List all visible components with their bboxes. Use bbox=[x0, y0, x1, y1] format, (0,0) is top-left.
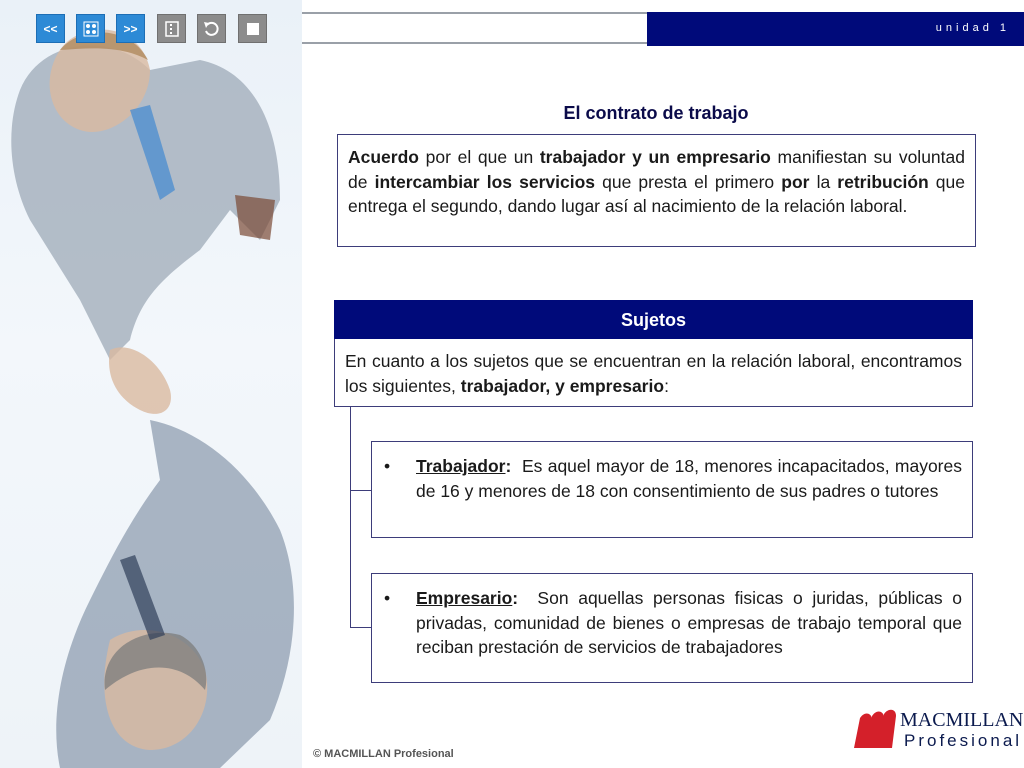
item-term: Trabajador bbox=[416, 456, 506, 476]
index-button[interactable] bbox=[76, 14, 105, 43]
definition-text: que entrega el segundo, dando lugar así al nacimiento de la relación laboral. bbox=[348, 171, 965, 216]
definition-box bbox=[337, 134, 976, 247]
item-colon: : bbox=[512, 588, 519, 608]
tree-connector bbox=[350, 490, 371, 491]
definition-text: Acuerdo bbox=[348, 147, 419, 167]
definition-text: por el que un bbox=[418, 147, 540, 167]
definition-text: manifiestan su voluntad de bbox=[348, 147, 965, 192]
title-line bbox=[302, 12, 647, 44]
item-description: Es aquel mayor de 18, menores incapacitados, mayores de 16 y menores de 18 con consentimiento de sus padres o tutores bbox=[416, 456, 967, 501]
page-title: El contrato de trabajo bbox=[563, 103, 749, 123]
copyright-text: © MACMILLAN Profesional bbox=[313, 748, 454, 760]
logo-text-macmillan: MACMILLAN bbox=[900, 709, 1024, 731]
macmillan-logo-icon bbox=[852, 708, 898, 752]
definition-text: retribución bbox=[837, 171, 929, 192]
item-colon: : bbox=[505, 456, 512, 476]
trabajador-box bbox=[371, 441, 973, 538]
prev-button[interactable]: << bbox=[36, 14, 65, 43]
sujetos-intro-text: trabajador, y empresario bbox=[460, 375, 665, 396]
bullet: • bbox=[384, 456, 391, 476]
definition-text: por bbox=[781, 171, 810, 192]
definition-text: trabajador y un empresario bbox=[539, 147, 771, 167]
back-button[interactable] bbox=[197, 14, 226, 43]
sujetos-intro-text: : bbox=[664, 375, 669, 396]
handshake-photo bbox=[0, 0, 302, 768]
stop-icon bbox=[245, 21, 261, 37]
definition-text: intercambiar los servicios bbox=[374, 171, 595, 192]
item-term: Empresario bbox=[416, 588, 513, 608]
stop-button[interactable] bbox=[238, 14, 267, 43]
definition-text: que presta el primero bbox=[595, 171, 782, 192]
menu-button[interactable] bbox=[157, 14, 186, 43]
grid-icon bbox=[82, 20, 100, 38]
unit-label: unidad 1 bbox=[935, 22, 1010, 34]
undo-icon bbox=[202, 19, 222, 39]
bullet: • bbox=[384, 588, 391, 608]
logo-text-profesional: Profesional bbox=[904, 731, 1023, 750]
sujetos-intro-box bbox=[334, 339, 973, 407]
unit-banner bbox=[647, 12, 1024, 46]
list-icon bbox=[163, 20, 181, 38]
macmillan-logo bbox=[852, 706, 1024, 756]
tree-connector bbox=[350, 627, 371, 628]
sujetos-heading: Sujetos bbox=[334, 300, 973, 339]
empresario-box bbox=[371, 573, 973, 683]
next-button[interactable]: >> bbox=[116, 14, 145, 43]
item-description: Son aquellas personas fisicas o juridas, públicas o privadas, comunidad de bienes o empresas de trabajo temporal que reciban prestación de servicios de trabajadores bbox=[416, 588, 967, 657]
tree-connector bbox=[350, 407, 351, 628]
sujetos-intro-text: En cuanto a los sujetos que se encuentran en la relación laboral, encontramos los siguientes, bbox=[345, 351, 962, 396]
definition-text: la bbox=[809, 171, 838, 192]
